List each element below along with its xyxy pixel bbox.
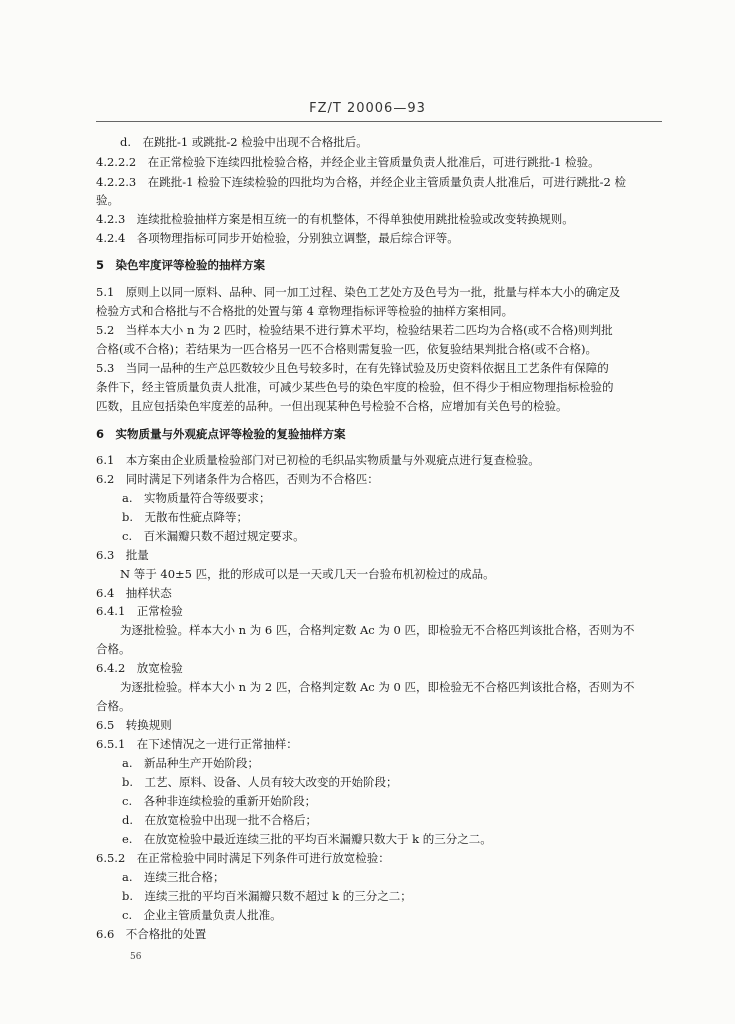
list-item: c. 企业主管质量负责人批准。	[122, 908, 282, 922]
clause-line: 5.2 当样本大小 n 为 2 匹时，检验结果不进行算术平均，检验结果若二匹均为合格(或不合格)则判批	[96, 323, 613, 337]
list-item: b. 工艺、原料、设备、人员有较大改变的开始阶段；	[122, 775, 398, 789]
section-heading: 6 实物质量与外观疵点评等检验的复验抽样方案	[96, 427, 346, 441]
clause-line: 为逐批检验。样本大小 n 为 6 匹，合格判定数 Ac 为 0 匹，即检验无不合格匹判该批合格，否则为不	[120, 623, 635, 637]
clause-line: 验。	[96, 193, 119, 207]
clause-line: N 等于 40±5 匹，批的形成可以是一天或几天一台验布机初检过的成品。	[120, 567, 495, 581]
clause-line: 6.1 本方案由企业质量检验部门对已初检的毛织品实物质量与外观疵点进行复查检验。	[96, 453, 540, 467]
clause-line: 匹数，且应包括染色牢度差的品种。一但出现某种色号检验不合格，应增加有关色号的检验。	[96, 399, 568, 413]
clause-line: 合格。	[96, 642, 131, 656]
clause-line: 6.4 抽样状态	[96, 586, 172, 600]
item-line: d. 在跳批-1 或跳批-2 检验中出现不合格批后。	[120, 135, 368, 149]
section-heading: 5 染色牢度评等检验的抽样方案	[96, 258, 265, 272]
clause-line: 5.3 当同一品种的生产总匹数较少且色号较多时，在有先锋试验及历史资料依据且工艺条件有保障的	[96, 361, 609, 375]
page-number: 56	[130, 952, 142, 962]
list-item: b. 无散布性疵点降等；	[122, 510, 249, 524]
list-item: e. 在放宽检验中最近连续三批的平均百米漏瓣只数大于 k 的三分之二。	[122, 832, 492, 846]
clause-line: 4.2.3 连续批检验抽样方案是相互统一的有机整体，不得单独使用跳批检验或改变转换规则。	[96, 212, 574, 226]
clause-line: 6.4.2 放宽检验	[96, 661, 183, 675]
list-item: c. 百米漏瓣只数不超过规定要求。	[122, 529, 305, 543]
clause-line: 6.5.2 在正常检验中同时满足下列条件可进行放宽检验：	[96, 851, 390, 865]
clause-line: 6.2 同时满足下列诸条件为合格匹，否则为不合格匹：	[96, 472, 379, 486]
header-rule	[96, 121, 662, 122]
clause-line: 合格。	[96, 699, 131, 713]
clause-line: 6.5.1 在下述情况之一进行正常抽样：	[96, 737, 298, 751]
clause-line: 6.3 批量	[96, 548, 149, 562]
list-item: d. 在放宽检验中出现一批不合格后；	[122, 813, 318, 827]
list-item: c. 各种非连续检验的重新开始阶段；	[122, 794, 317, 808]
list-item: a. 连续三批合格；	[122, 870, 225, 884]
clause-line: 4.2.4 各项物理指标可同步开始检验，分别独立调整，最后综合评等。	[96, 231, 459, 245]
clause-line: 条件下，经主管质量负责人批准，可减少某些色号的染色牢度的检验，但不得少于相应物理指标检验的	[96, 380, 614, 394]
list-item: a. 新品种生产开始阶段；	[122, 756, 260, 770]
clause-line: 6.6 不合格批的处置	[96, 927, 207, 941]
clause-line: 合格(或不合格)；若结果为一匹合格另一匹不合格则需复验一匹，依复验结果判批合格(或不合格)。	[96, 342, 597, 356]
clause-line: 检验方式和合格批与不合格批的处置与第 4 章物理指标评等检验的抽样方案相同。	[96, 304, 514, 318]
clause-line: 为逐批检验。样本大小 n 为 2 匹，合格判定数 Ac 为 0 匹，即检验无不合格匹判该批合格，否则为不	[120, 680, 635, 694]
list-item: a. 实物质量符合等级要求；	[122, 491, 271, 505]
clause-line: 5.1 原则上以同一原料、品种、同一加工过程、染色工艺处方及色号为一批，批量与样本大小的确定及	[96, 285, 621, 299]
clause-line: 6.5 转换规则	[96, 718, 172, 732]
clause-line: 6.4.1 正常检验	[96, 604, 183, 618]
clause-line: 4.2.2.2 在正常检验下连续四批检验合格，并经企业主管质量负责人批准后，可进行跳批-1 检验。	[96, 155, 600, 169]
list-item: b. 连续三批的平均百米漏瓣只数不超过 k 的三分之二；	[122, 889, 412, 903]
clause-line: 4.2.2.3 在跳批-1 检验下连续检验的四批均为合格，并经企业主管质量负责人批准后，可进行跳批-2 检	[96, 175, 626, 189]
standard-code-header: FZ/T 20006—93	[309, 101, 426, 116]
